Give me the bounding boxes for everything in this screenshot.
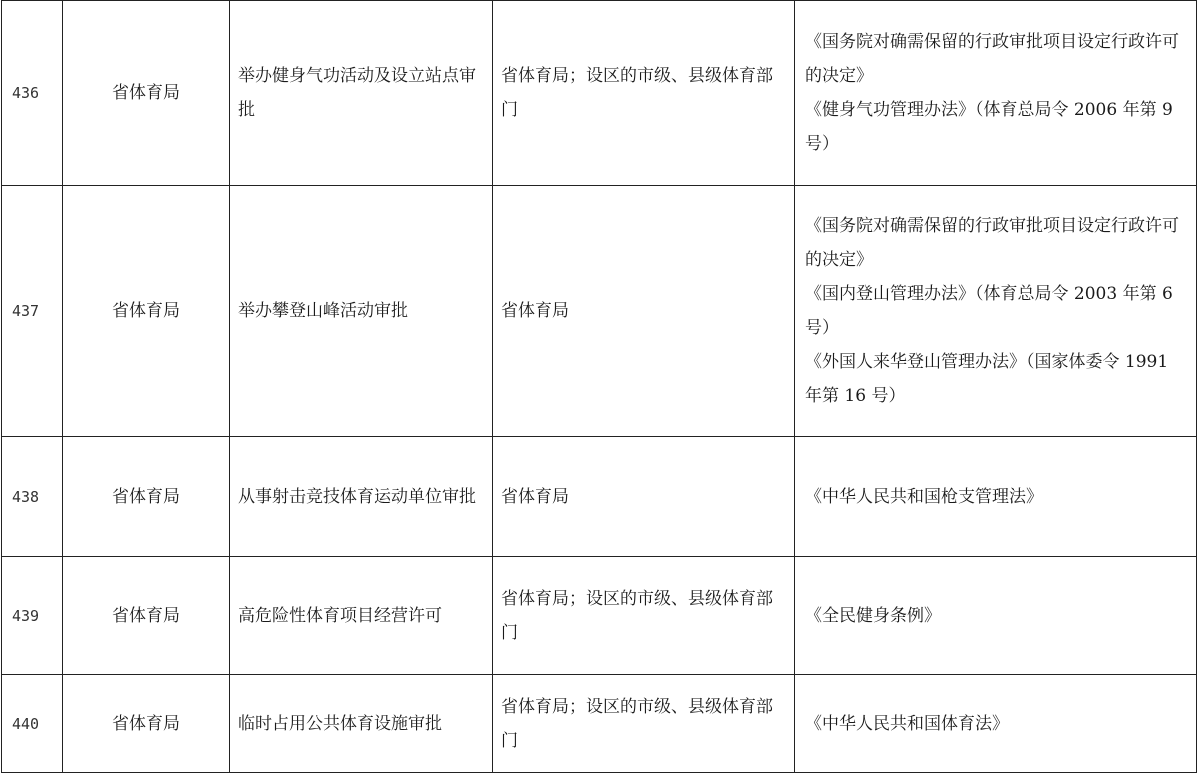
item-name-cell: 举办攀登山峰活动审批 [230, 186, 493, 437]
legal-basis-entry: 《中华人民共和国枪支管理法》 [805, 486, 1043, 507]
implementing-body-cell: 省体育局；设区的市级、县级体育部门 [493, 675, 795, 773]
legal-basis-cell [795, 437, 1197, 557]
approval-items-table [1, 0, 1197, 773]
legal-basis-entry: 《健身气功管理办法》（体育总局令 2006 年第 9 号） [805, 100, 1173, 154]
department-cell: 省体育局 [63, 437, 230, 557]
department-cell: 省体育局 [63, 675, 230, 773]
item-name-cell: 临时占用公共体育设施审批 [230, 675, 493, 773]
table-row [2, 437, 1197, 557]
implementing-body-cell: 省体育局 [493, 186, 795, 437]
legal-basis-cell [795, 1, 1197, 186]
item-name-cell: 从事射击竞技体育运动单位审批 [230, 437, 493, 557]
table-row [2, 557, 1197, 675]
table-row [2, 675, 1197, 773]
item-name-cell: 举办健身气功活动及设立站点审批 [230, 1, 493, 186]
department-cell: 省体育局 [63, 1, 230, 186]
legal-basis-cell [795, 675, 1197, 773]
legal-basis-cell [795, 557, 1197, 675]
item-number: 439 [2, 557, 63, 675]
legal-basis-cell [795, 186, 1197, 437]
item-number: 437 [2, 186, 63, 437]
table-row [2, 186, 1197, 437]
implementing-body-cell: 省体育局 [493, 437, 795, 557]
legal-basis-entry: 《国内登山管理办法》（体育总局令 2003 年第 6 号） [805, 284, 1173, 338]
item-number: 436 [2, 1, 63, 186]
legal-basis-entry: 《外国人来华登山管理办法》（国家体委令 1991 年第 16 号） [805, 352, 1169, 406]
table-row [2, 1, 1197, 186]
department-cell: 省体育局 [63, 186, 230, 437]
item-name-cell: 高危险性体育项目经营许可 [230, 557, 493, 675]
legal-basis-entry: 《中华人民共和国体育法》 [805, 713, 1009, 734]
legal-basis-entry: 《国务院对确需保留的行政审批项目设定行政许可的决定》 [805, 216, 1179, 270]
implementing-body-cell: 省体育局；设区的市级、县级体育部门 [493, 557, 795, 675]
item-number: 438 [2, 437, 63, 557]
legal-basis-entry: 《国务院对确需保留的行政审批项目设定行政许可的决定》 [805, 32, 1179, 86]
implementing-body-cell: 省体育局；设区的市级、县级体育部门 [493, 1, 795, 186]
item-number: 440 [2, 675, 63, 773]
legal-basis-entry: 《全民健身条例》 [805, 605, 941, 626]
department-cell: 省体育局 [63, 557, 230, 675]
